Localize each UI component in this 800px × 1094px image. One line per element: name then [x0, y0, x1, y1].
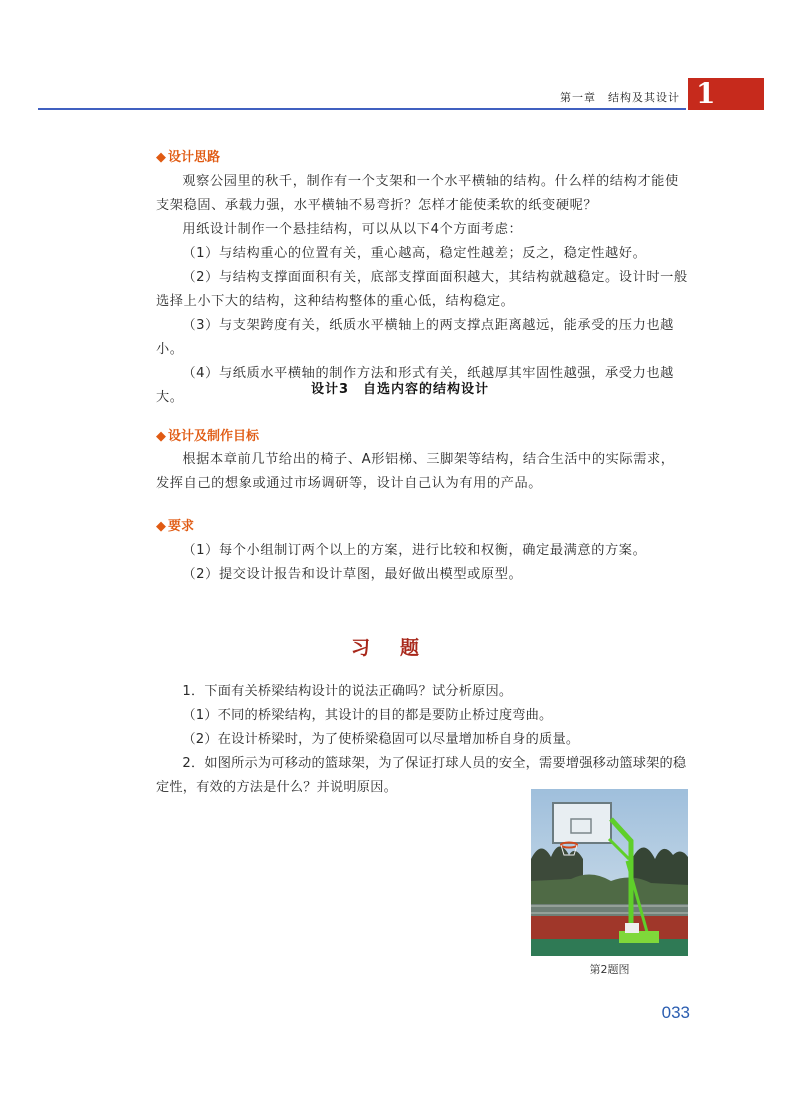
exercise-item: 1．下面有关桥梁结构设计的说法正确吗？试分析原因。 — [182, 684, 513, 699]
exercises-body — [156, 680, 688, 800]
chapter-number-badge: 1 — [688, 78, 764, 110]
list-item: （1）每个小组制订两个以上的方案，进行比较和权衡，确定最满意的方案。 — [182, 543, 647, 558]
paragraph: 观察公园里的秋千，制作有一个支架和一个水平横轴的结构。什么样的结构才能使支架稳固、承载力强，水平横轴不易弯折？怎样才能使柔软的纸变硬呢？ — [156, 174, 679, 213]
requirements-heading — [156, 515, 194, 534]
page-number: 033 — [661, 1003, 690, 1022]
design3-title: 设计3 自选内容的结构设计 — [310, 382, 490, 397]
design-ideas-heading-text: 设计思路 — [168, 150, 221, 165]
diamond-bullet-icon: ◆ — [156, 429, 166, 444]
exercise-item: （1）不同的桥梁结构，其设计的目的都是要防止桥过度弯曲。 — [182, 708, 553, 723]
paragraph: 用纸设计制作一个悬挂结构，可以从以下4个方面考虑： — [182, 222, 523, 237]
figure-caption: 第2题图 — [589, 963, 630, 976]
exercise-item: 2．如图所示为可移动的篮球架，为了保证打球人员的安全，需要增强移动篮球架的稳定性，有效的方法是什么？并说明原因。 — [156, 756, 687, 795]
paragraph: （1）与结构重心的位置有关，重心越高，稳定性越差；反之，稳定性越好。 — [182, 246, 647, 261]
basketball-stand-photo — [531, 789, 688, 956]
goals-body — [156, 448, 688, 496]
paragraph: 根据本章前几节给出的椅子、A形铝梯、三脚架等结构，结合生活中的实际需求，发挥自己的想象或通过市场调研等，设计自己认为有用的产品。 — [156, 452, 675, 491]
goals-heading-text: 设计及制作目标 — [168, 429, 260, 444]
chapter-header-text: 第一章 结构及其设计 — [560, 91, 680, 104]
exercise-item: （2）在设计桥梁时，为了使桥梁稳固可以尽量增加桥自身的质量。 — [182, 732, 580, 747]
paragraph: （2）与结构支撑面面积有关，底部支撑面面积越大，其结构就越稳定。设计时一般选择上小下大的结构，这种结构整体的重心低，结构稳定。 — [156, 270, 688, 309]
paragraph: （3）与支架跨度有关，纸质水平横轴上的两支撑点距离越远，能承受的压力也越小。 — [156, 318, 674, 357]
exercises-title: 习题 — [350, 637, 449, 659]
design-ideas-body — [156, 170, 688, 410]
requirements-heading-text: 要求 — [168, 519, 195, 534]
list-item: （2）提交设计报告和设计草图，最好做出模型或原型。 — [182, 567, 523, 582]
requirements-body — [156, 539, 688, 587]
paragraph: （4）与纸质水平横轴的制作方法和形式有关，纸越厚其牢固性越强，承受力也越大。 — [156, 366, 674, 405]
diamond-bullet-icon: ◆ — [156, 519, 166, 534]
header-rule — [38, 108, 686, 110]
diamond-bullet-icon: ◆ — [156, 150, 166, 165]
design-ideas-heading — [156, 146, 220, 165]
goals-heading — [156, 425, 259, 444]
